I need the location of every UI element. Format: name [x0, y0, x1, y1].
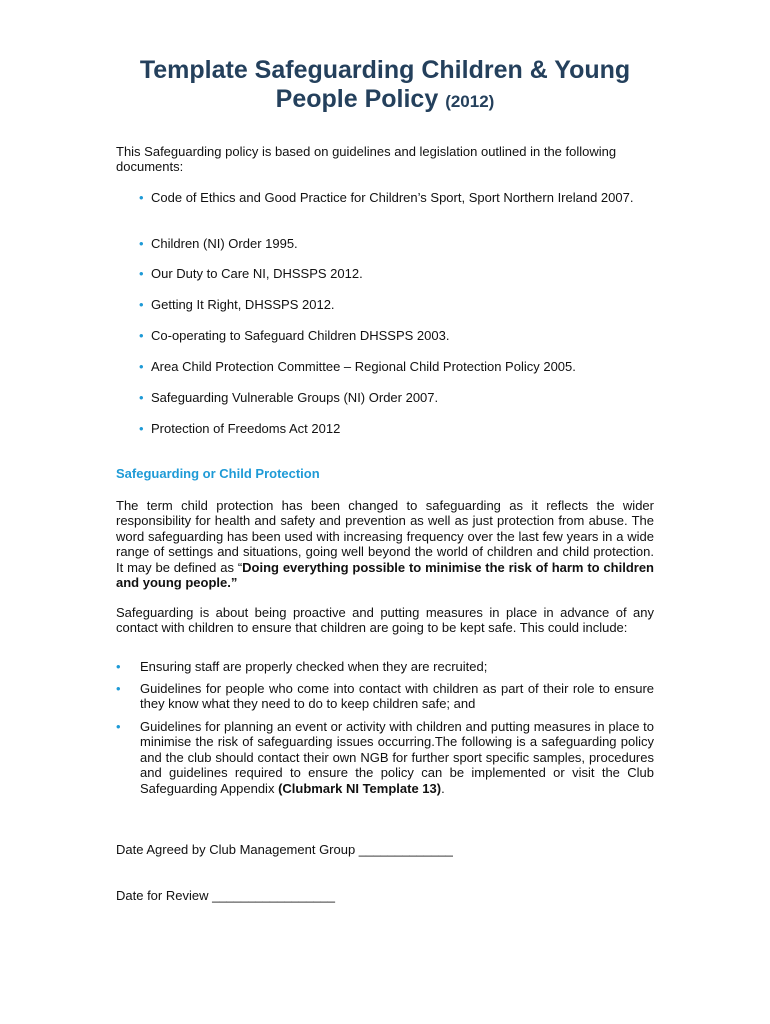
date-review-line: Date for Review _________________ [116, 888, 336, 903]
measure-after: . [441, 780, 445, 796]
list-item-text: Co-operating to Safeguard Children DHSSPS 2003. [151, 328, 450, 343]
page-title [100, 56, 670, 116]
bullet-icon: • [139, 236, 144, 251]
bullet-icon: • [139, 390, 144, 405]
list-item [139, 328, 649, 343]
list-item [116, 659, 654, 674]
list-item-text: Getting It Right, DHSSPS 2012. [151, 297, 335, 312]
list-item [139, 190, 649, 205]
bullet-icon: • [139, 266, 144, 281]
list-item [139, 297, 649, 312]
bullet-icon: • [139, 328, 144, 343]
intro-paragraph: This Safeguarding policy is based on guidelines and legislation outlined in the following documents: [116, 144, 617, 175]
list-item [116, 681, 654, 712]
measure-bold: (Clubmark NI Template 13) [278, 780, 442, 796]
bullet-icon: • [139, 297, 144, 312]
list-item-text: Protection of Freedoms Act 2012 [151, 421, 341, 436]
proactive-paragraph: Safeguarding is about being proactive and putting measures in place in advance of any contact with children to ensure that children are going to be kept safe. This could include: [116, 605, 654, 636]
definition-paragraph [116, 498, 654, 590]
measure-text: Guidelines for people who come into contact with children as part of their role to ensure they know what they need to do to keep children safe; and [140, 681, 654, 712]
definition-text: The term child protection has been changed to safeguarding as it reflects the wider responsibility for health and safety and prevention as well as just protection from abuse. The word safeguarding has been used with increasing frequency over the last few years in a wide range of settings and situations, going well beyond the world of children and child protection. It may be defined as “ [116, 498, 654, 575]
list-item-text: Children (NI) Order 1995. [151, 236, 298, 251]
bullet-icon: • [139, 359, 144, 374]
bullet-icon: • [116, 719, 121, 734]
list-item-text [140, 659, 654, 674]
list-item [139, 266, 649, 281]
bullet-icon: • [116, 659, 121, 674]
list-item [139, 359, 649, 374]
list-item-text [140, 681, 654, 712]
list-item-text: Our Duty to Care NI, DHSSPS 2012. [151, 266, 363, 281]
list-item-text: Safeguarding Vulnerable Groups (NI) Order 2007. [151, 390, 439, 405]
list-item [139, 421, 649, 436]
list-item-text [140, 719, 654, 796]
measure-text: Guidelines for planning an event or activity with children and putting measures in place to minimise the risk of safeguarding issues occurring.The following is a safeguarding policy and the club should contact their own NGB for further sport specific samples, procedures and guidelines required to ensure the policy can be implemented or visit the Club Safeguarding Appendix [140, 719, 654, 796]
bullet-icon: • [139, 190, 144, 205]
bullet-icon: • [139, 421, 144, 436]
definition-bold: Doing everything possible to minimise the risk of harm to children and young people.” [116, 559, 654, 591]
list-item [139, 390, 649, 405]
list-item-text: Code of Ethics and Good Practice for Children’s Sport, Sport Northern Ireland 2007. [151, 190, 634, 205]
list-item [116, 719, 654, 796]
date-agreed-line: Date Agreed by Club Management Group _____________ [116, 842, 453, 857]
measure-text: Ensuring staff are properly checked when they are recruited; [140, 659, 488, 674]
list-item [139, 236, 649, 251]
section-heading: Safeguarding or Child Protection [116, 466, 320, 481]
title-year: (2012) [445, 92, 495, 111]
list-item-text: Area Child Protection Committee – Regional Child Protection Policy 2005. [151, 359, 576, 374]
bullet-icon: • [116, 681, 121, 696]
title-main: Template Safeguarding Children & Young People Policy [139, 56, 631, 113]
